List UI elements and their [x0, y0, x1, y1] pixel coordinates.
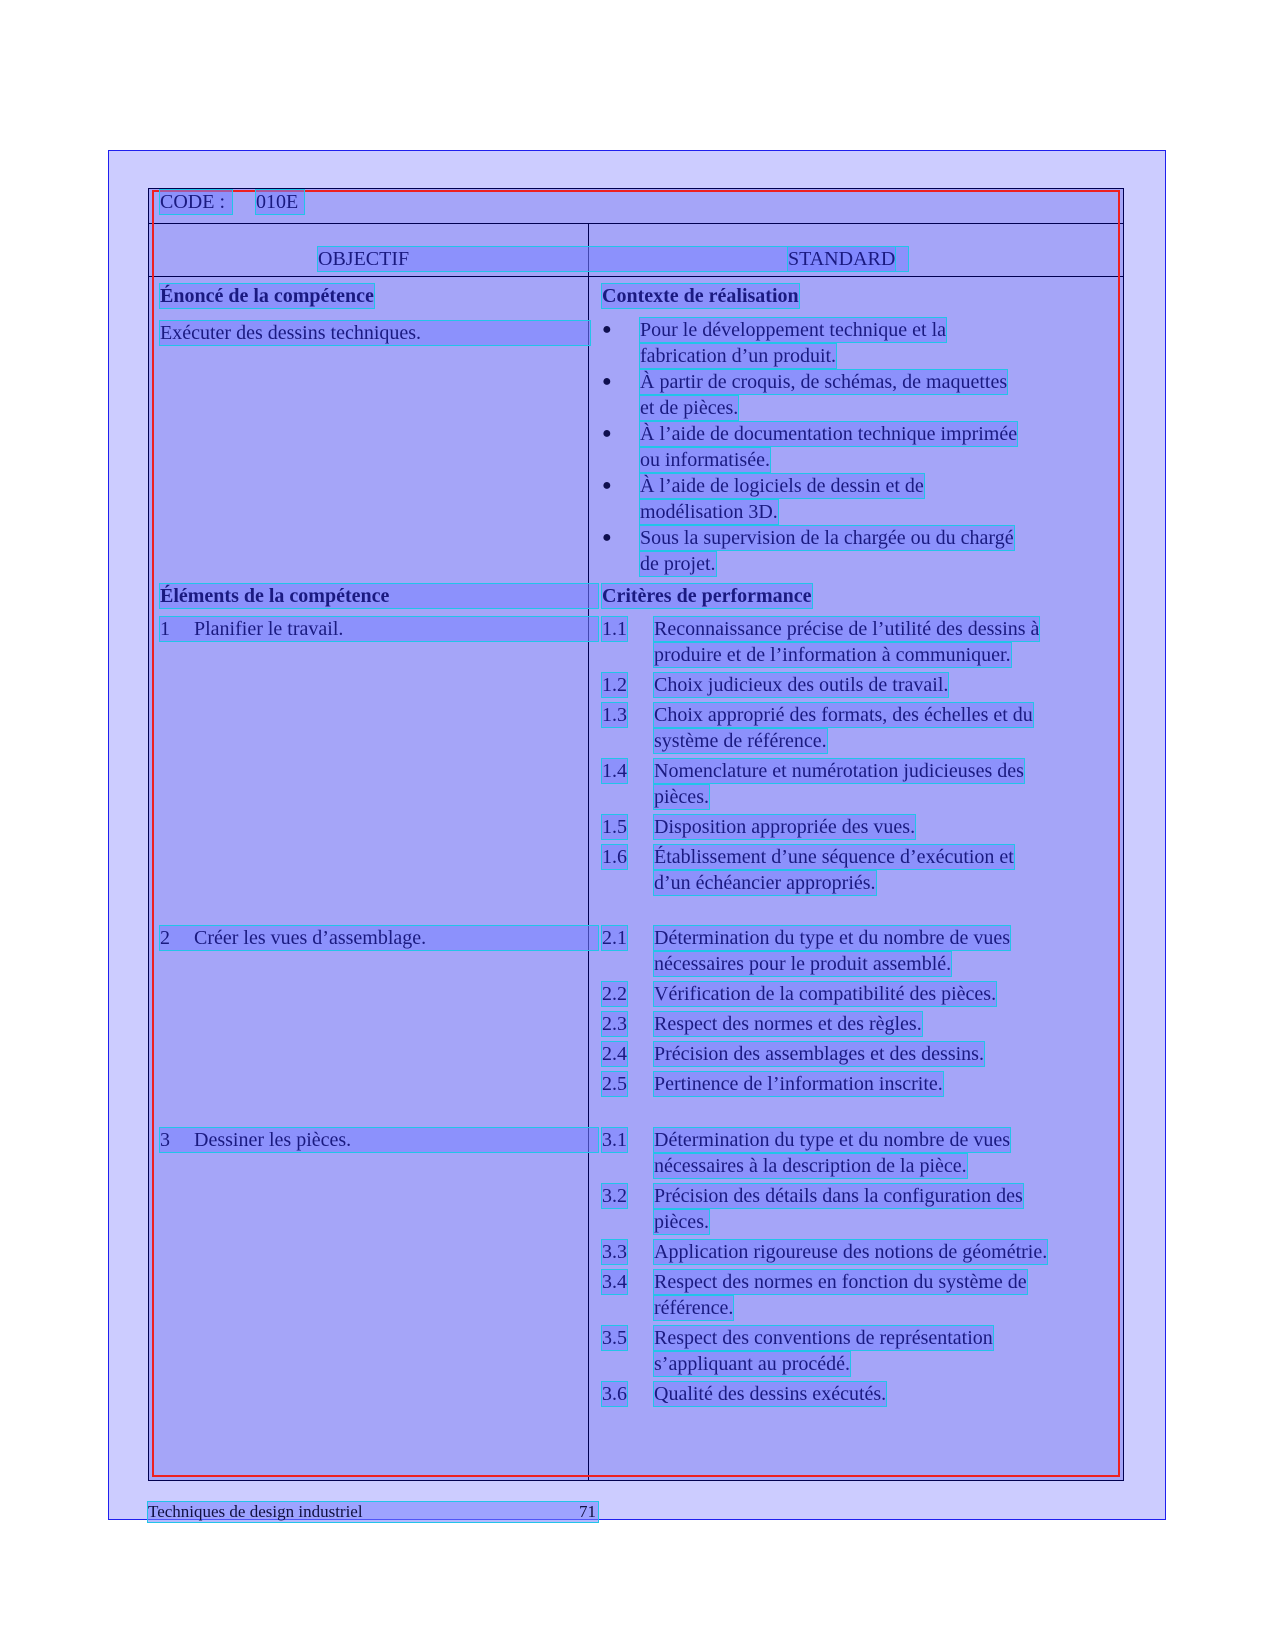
- criterion-2-3-line-1: Respect des normes et des règles.: [654, 1013, 922, 1035]
- criterion-3-5-line-1: Respect des conventions de représentation: [654, 1327, 993, 1349]
- criterion-1-1-line-1: Reconnaissance précise de l’utilité des dessins à: [654, 618, 1040, 640]
- page-number: 71: [579, 1502, 596, 1521]
- enonce-heading: Énoncé de la compétence: [160, 285, 374, 307]
- criterion-3-2-line-1: Précision des détails dans la configuration des: [654, 1185, 1023, 1207]
- page-footer: [148, 1502, 598, 1522]
- criterion-3-5-line-2: s’appliquant au procédé.: [654, 1353, 851, 1375]
- element-label: Planifier le travail.: [194, 618, 344, 640]
- criterion-number: 1.2: [602, 674, 627, 696]
- bullet-icon: ●: [602, 529, 612, 546]
- elements-heading-label: Éléments de la compétence: [160, 585, 390, 607]
- bullet-icon: ●: [602, 373, 612, 390]
- criterion-1-6-line-2: d’un échéancier appropriés.: [654, 872, 876, 894]
- divider-under-code: [148, 223, 1124, 224]
- element-3: [160, 1128, 598, 1152]
- enonce-text-label: Exécuter des dessins techniques.: [160, 322, 422, 344]
- element-1: [160, 617, 598, 641]
- element-number: 3: [160, 1129, 170, 1151]
- criterion-3-1-line-1: Détermination du type et du nombre de vues: [654, 1129, 1011, 1151]
- criterion-number: 2.3: [602, 1013, 627, 1035]
- bullet-icon: ●: [602, 425, 612, 442]
- criterion-1-4-line-2: pièces.: [654, 786, 709, 808]
- code-value: 010E: [256, 190, 304, 214]
- footer-title: Techniques de design industriel: [148, 1502, 363, 1521]
- element-label: Créer les vues d’assemblage.: [194, 927, 427, 949]
- contexte-item-5-line-2: de projet.: [640, 553, 716, 575]
- criterion-number: 3.1: [602, 1129, 627, 1151]
- elements-heading: [160, 584, 598, 608]
- criterion-2-4-line-1: Précision des assemblages et des dessins.: [654, 1043, 984, 1065]
- criterion-2-5-line-1: Pertinence de l’information inscrite.: [654, 1073, 943, 1095]
- contexte-item-1-line-1: Pour le développement technique et la: [640, 319, 947, 341]
- criterion-number: 1.3: [602, 704, 627, 726]
- criterion-2-1-line-1: Détermination du type et du nombre de vues: [654, 927, 1011, 949]
- criterion-number: 2.4: [602, 1043, 627, 1065]
- element-number: 1: [160, 618, 170, 640]
- criterion-number: 1.5: [602, 816, 627, 838]
- contexte-item-5-line-1: Sous la supervision de la chargée ou du chargé: [640, 527, 1014, 549]
- criterion-3-4-line-1: Respect des normes en fonction du système de: [654, 1271, 1027, 1293]
- criterion-1-3-line-1: Choix approprié des formats, des échelles et du: [654, 704, 1033, 726]
- code-label: CODE :: [160, 190, 232, 214]
- bullet-icon: ●: [602, 477, 612, 494]
- criterion-2-1-line-2: nécessaires pour le produit assemblé.: [654, 953, 952, 975]
- header-objectif-label: OBJECTIF: [318, 248, 410, 270]
- criterion-3-1-line-2: nécessaires à la description de la pièce.: [654, 1155, 967, 1177]
- criterion-3-6-line-1: Qualité des dessins exécutés.: [654, 1383, 887, 1405]
- criterion-number: 2.1: [602, 927, 627, 949]
- criterion-1-6-line-1: Établissement d’une séquence d’exécution et: [654, 846, 1014, 868]
- criterion-number: 1.6: [602, 846, 627, 868]
- contexte-item-2-line-1: À partir de croquis, de schémas, de maquettes: [640, 371, 1008, 393]
- criterion-number: 2.5: [602, 1073, 627, 1095]
- criterion-3-3-line-1: Application rigoureuse des notions de géométrie.: [654, 1241, 1048, 1263]
- criterion-1-1-line-2: produire et de l’information à communiquer.: [654, 644, 1011, 666]
- column-divider: [588, 223, 589, 1481]
- contexte-item-4-line-2: modélisation 3D.: [640, 501, 778, 523]
- contexte-item-2-line-2: et de pièces.: [640, 397, 739, 419]
- criterion-number: 2.2: [602, 983, 627, 1005]
- criterion-3-4-line-2: référence.: [654, 1297, 734, 1319]
- criterion-1-4-line-1: Nomenclature et numérotation judicieuses des: [654, 760, 1024, 782]
- divider-under-headers: [148, 276, 1124, 277]
- criterion-number: 3.3: [602, 1241, 627, 1263]
- enonce-text: [160, 321, 590, 345]
- criterion-1-5-line-1: Disposition appropriée des vues.: [654, 816, 916, 838]
- element-number: 2: [160, 927, 170, 949]
- criterion-1-3-line-2: système de référence.: [654, 730, 827, 752]
- bullet-icon: ●: [602, 321, 612, 338]
- contexte-item-1-line-2: fabrication d’un produit.: [640, 345, 837, 367]
- element-label: Dessiner les pièces.: [194, 1129, 352, 1151]
- criterion-2-2-line-1: Vérification de la compatibilité des pièces.: [654, 983, 997, 1005]
- criterion-number: 3.5: [602, 1327, 627, 1349]
- criterion-1-2-line-1: Choix judicieux des outils de travail.: [654, 674, 949, 696]
- criterion-number: 3.2: [602, 1185, 627, 1207]
- criterion-number: 3.4: [602, 1271, 627, 1293]
- contexte-heading: Contexte de réalisation: [602, 285, 799, 307]
- criterion-3-2-line-2: pièces.: [654, 1211, 709, 1233]
- contexte-item-3-line-2: ou informatisée.: [640, 449, 770, 471]
- contexte-item-3-line-1: À l’aide de documentation technique imprimée: [640, 423, 1018, 445]
- criterion-number: 3.6: [602, 1383, 627, 1405]
- criterion-number: 1.4: [602, 760, 627, 782]
- header-standard: STANDARD: [788, 248, 896, 270]
- contexte-item-4-line-1: À l’aide de logiciels de dessin et de: [640, 475, 924, 497]
- criteres-heading: Critères de performance: [602, 585, 812, 607]
- element-2: [160, 926, 598, 950]
- criterion-number: 1.1: [602, 618, 627, 640]
